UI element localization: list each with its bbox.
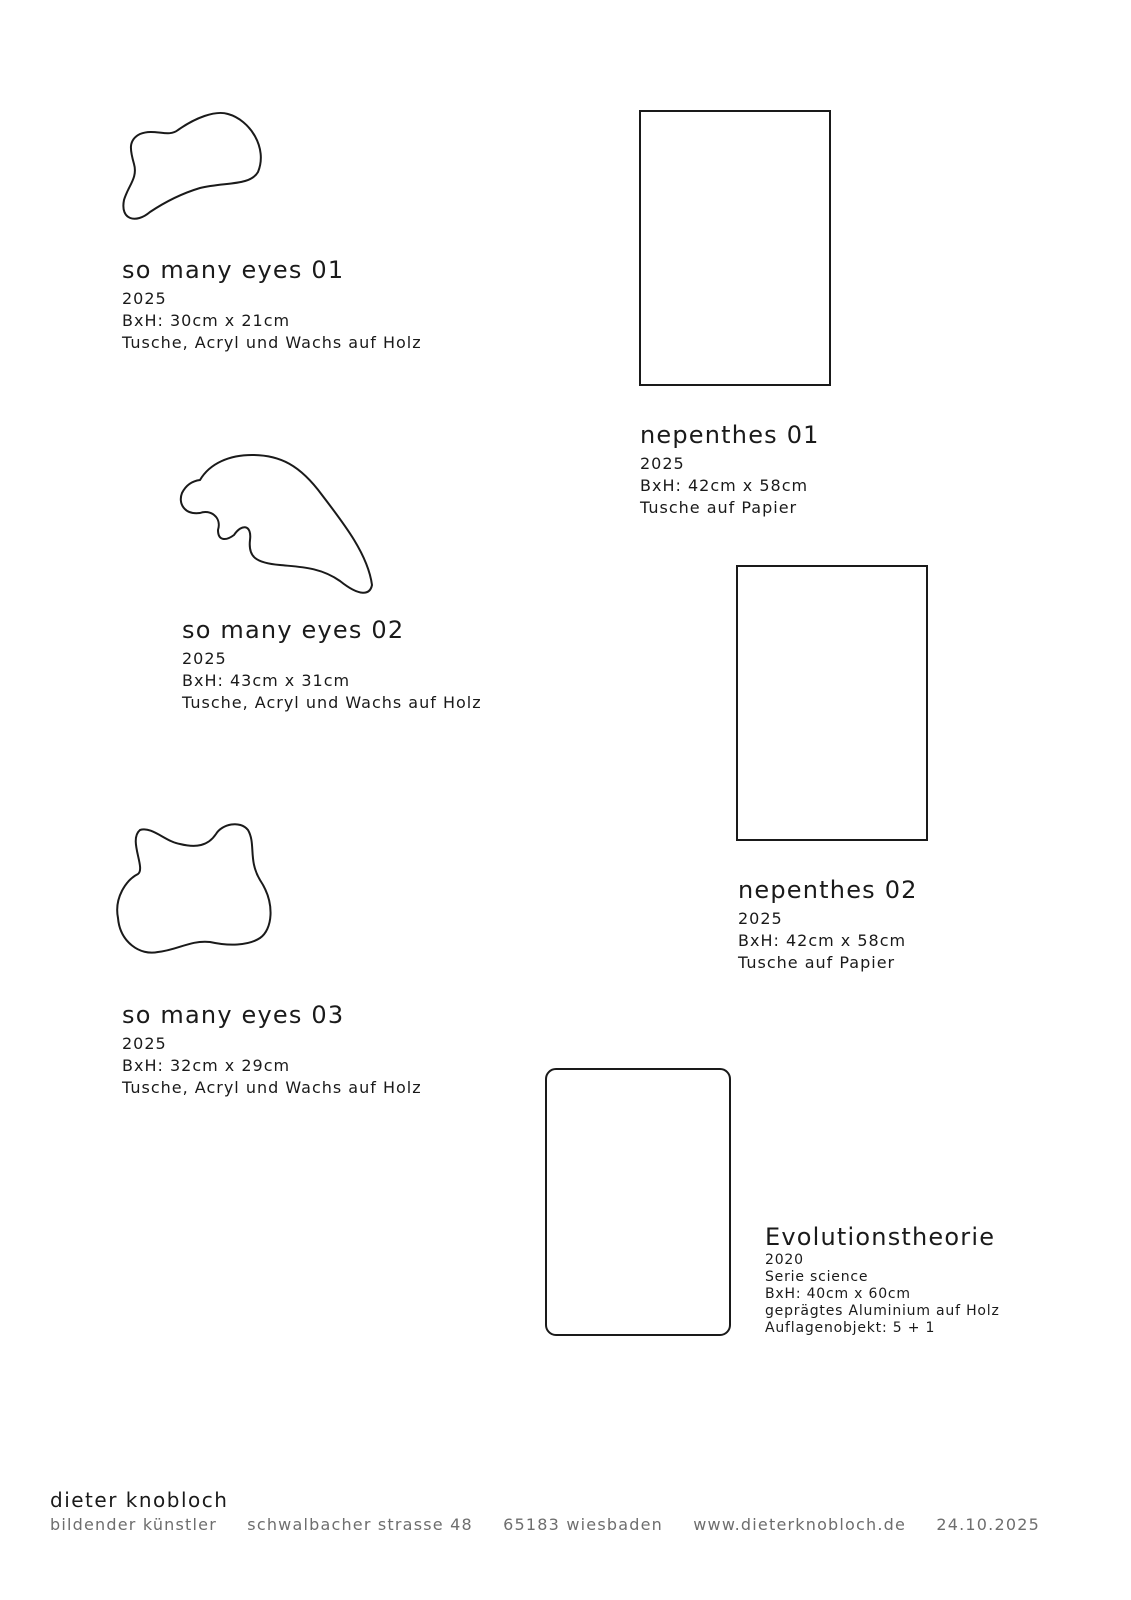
artwork-year: 2025 <box>182 649 227 668</box>
artwork-title: Evolutionstheorie <box>765 1223 996 1251</box>
artwork-title: so many eyes 02 <box>182 616 405 644</box>
artwork-medium: Tusche, Acryl und Wachs auf Holz <box>122 333 422 352</box>
artwork-medium: Tusche, Acryl und Wachs auf Holz <box>122 1078 422 1097</box>
artwork-dimensions: BxH: 30cm x 21cm <box>122 311 291 330</box>
caption-nepenthes-01 <box>640 420 820 519</box>
caption-so-many-eyes-03 <box>122 1000 422 1099</box>
footer <box>50 1488 1064 1534</box>
document-date: 24.10.2025 <box>936 1515 1040 1534</box>
artwork-year: 2025 <box>122 289 167 308</box>
caption-evolutionstheorie <box>765 1222 1000 1337</box>
caption-so-many-eyes-02 <box>182 615 482 714</box>
artwork-outline-so-many-eyes-01 <box>100 100 300 240</box>
artwork-edition: Auflagenobjekt: 5 + 1 <box>765 1320 936 1336</box>
artwork-dimensions: BxH: 42cm x 58cm <box>738 931 907 950</box>
artwork-year: 2020 <box>765 1252 804 1268</box>
artwork-medium: Tusche auf Papier <box>738 953 896 972</box>
footer-contact-row <box>50 1515 1064 1534</box>
artwork-series: Serie science <box>765 1269 869 1285</box>
artwork-title: nepenthes 02 <box>738 876 918 904</box>
artwork-medium: Tusche, Acryl und Wachs auf Holz <box>182 693 482 712</box>
artwork-title: so many eyes 01 <box>122 256 345 284</box>
artwork-frame-nepenthes-01 <box>639 110 831 386</box>
caption-so-many-eyes-01 <box>122 255 422 354</box>
artwork-medium: Tusche auf Papier <box>640 498 798 517</box>
caption-nepenthes-02 <box>738 875 918 974</box>
website-link[interactable]: www.dieterknobloch.de <box>693 1515 907 1534</box>
artwork-frame-nepenthes-02 <box>736 565 928 841</box>
artwork-title: nepenthes 01 <box>640 421 820 449</box>
artwork-dimensions: BxH: 40cm x 60cm <box>765 1286 911 1302</box>
artwork-title: so many eyes 03 <box>122 1001 345 1029</box>
artist-role: bildender künstler <box>50 1515 217 1534</box>
artwork-frame-evolutionstheorie <box>545 1068 731 1336</box>
artwork-year: 2025 <box>122 1034 167 1053</box>
artist-name: dieter knobloch <box>50 1488 229 1512</box>
artwork-medium: geprägtes Aluminium auf Holz <box>765 1303 1000 1319</box>
artwork-dimensions: BxH: 43cm x 31cm <box>182 671 351 690</box>
street-address: schwalbacher strasse 48 <box>247 1515 473 1534</box>
artwork-outline-so-many-eyes-03 <box>100 820 300 980</box>
artwork-outline-so-many-eyes-02 <box>160 445 380 605</box>
city-address: 65183 wiesbaden <box>503 1515 663 1534</box>
artwork-dimensions: BxH: 32cm x 29cm <box>122 1056 291 1075</box>
artwork-year: 2025 <box>738 909 783 928</box>
artwork-year: 2025 <box>640 454 685 473</box>
artwork-dimensions: BxH: 42cm x 58cm <box>640 476 809 495</box>
